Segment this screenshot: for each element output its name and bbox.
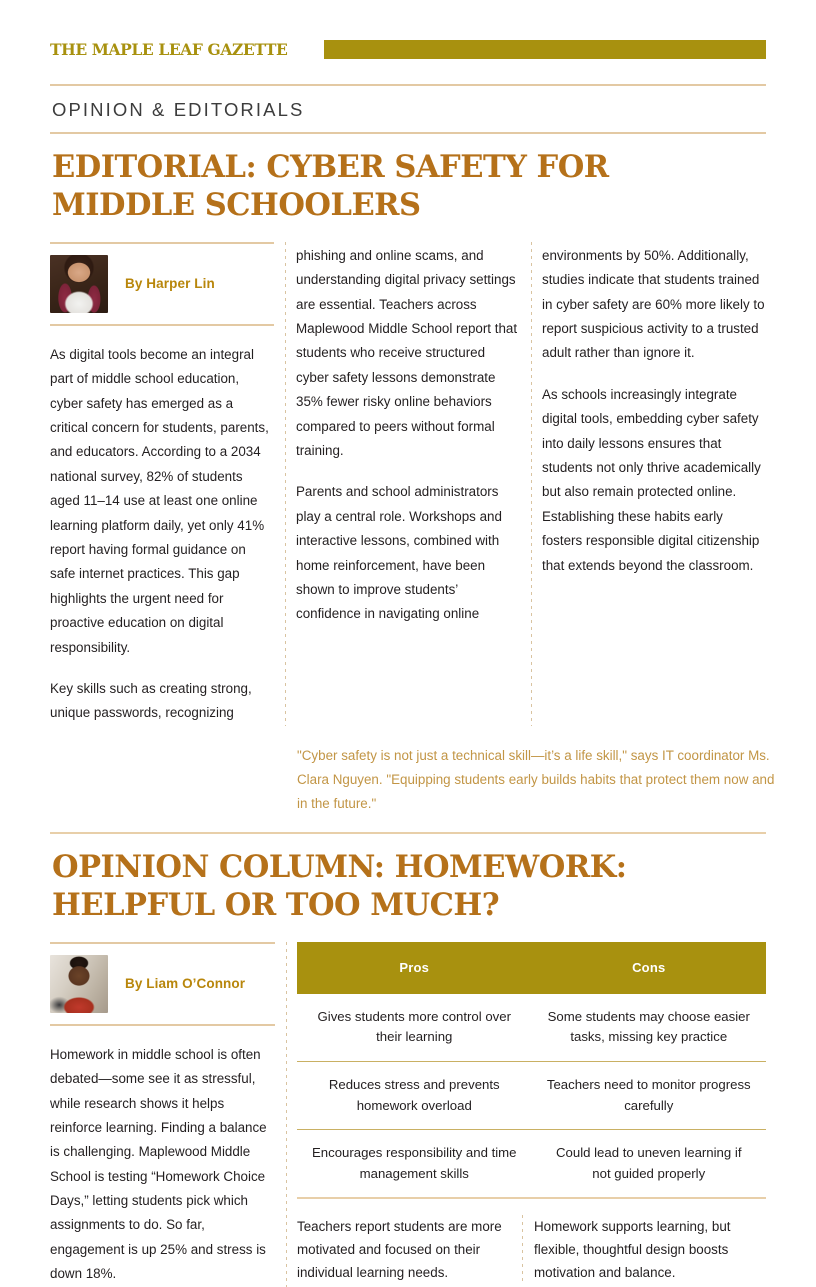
column-separator bbox=[274, 242, 296, 726]
article-2-intro-text bbox=[50, 1043, 275, 1287]
author-photo-harper-lin bbox=[50, 255, 108, 313]
byline-spacer bbox=[50, 326, 274, 343]
table-header-cons: Cons bbox=[532, 942, 767, 994]
table-cell-pro: Encourages responsibility and time management skills bbox=[297, 1130, 532, 1199]
pros-cons-table bbox=[297, 942, 766, 1200]
paragraph: Parents and school administrators play a central role. Workshops and interactive lessons, combined with home reinforcement, have been shown to improve students’ confidence in navigating online bbox=[296, 484, 502, 622]
table-header-pros: Pros bbox=[297, 942, 532, 994]
byline-liam bbox=[50, 942, 275, 1026]
paragraph: phishing and online scams, and understanding digital privacy settings are essential. Teachers across Maplewood Middle School report that students who receive structured cyber safety lessons demonstrate 35% fewer risky online behaviors compared to peers without formal training. bbox=[296, 247, 518, 458]
table-cell-pro: Reduces stress and prevents homework overload bbox=[297, 1061, 532, 1129]
paragraph: As schools increasingly integrate digital tools, embedding cyber safety into daily lessons ensures that students not only thrive academically but also remain protected online. Establishing these habits early fosters responsible digital citizenship that extends beyond the classroom. bbox=[542, 386, 761, 573]
table-cell-con: Could lead to uneven learning if not guided properly bbox=[532, 1130, 767, 1199]
table-header-row bbox=[297, 942, 766, 994]
byline-name: By Harper Lin bbox=[125, 276, 215, 292]
byline-harper bbox=[50, 242, 274, 326]
article-1-col-1-text bbox=[50, 343, 274, 726]
table-head bbox=[297, 942, 766, 994]
masthead-title: THE MAPLE LEAF GAZETTE bbox=[50, 39, 288, 59]
article-2-closing-notes bbox=[297, 1215, 766, 1284]
article-1-column-3 bbox=[542, 242, 766, 726]
note-column-left bbox=[297, 1215, 510, 1284]
article-1-col-2-text bbox=[296, 244, 520, 627]
article-1-headline: EDITORIAL: CYBER SAFETY FOR MIDDLE SCHOOLERS bbox=[52, 149, 609, 224]
note-left-text bbox=[297, 1215, 510, 1284]
paragraph: Homework supports learning, but flexible, thoughtful design boosts motivation and balance. bbox=[534, 1219, 731, 1281]
article-2-headline: OPINION COLUMN: HOMEWORK: HELPFUL OR TOO MUCH? bbox=[52, 848, 627, 924]
article-editorial bbox=[50, 134, 775, 817]
paragraph: Teachers report students are more motivated and focused on their individual learning needs. bbox=[297, 1219, 502, 1281]
section-label: OPINION & EDITORIALS bbox=[52, 99, 305, 120]
paragraph: Key skills such as creating strong, unique passwords, recognizing bbox=[50, 680, 252, 721]
article-1-column-1 bbox=[50, 242, 274, 726]
column-separator bbox=[520, 242, 542, 726]
masthead bbox=[50, 34, 766, 64]
byline-spacer bbox=[50, 1026, 275, 1043]
article-2-column-1 bbox=[50, 942, 275, 1287]
byline-content bbox=[50, 244, 274, 324]
article-1-columns bbox=[50, 242, 766, 726]
author-photo-liam-oconnor bbox=[50, 955, 108, 1013]
note-right-text bbox=[534, 1215, 747, 1284]
paragraph: As digital tools become an integral part of middle school education, cyber safety has emerged as a critical concern for students, parents, and educators. According to a 2034 national survey, 82% of students aged 11–14 use at least one online learning platform daily, yet only 41% report having formal guidance on safe internet practices. This gap highlights the urgent need for proactive education on digital responsibility. bbox=[50, 346, 269, 655]
paragraph: environments by 50%. Additionally, studies indicate that students trained in cyber safety are 60% more likely to report suspicious activity to a trusted adult rather than ignore it. bbox=[542, 247, 765, 361]
table-cell-con: Teachers need to monitor progress carefully bbox=[532, 1061, 767, 1129]
byline-content bbox=[50, 944, 275, 1024]
paragraph: Homework in middle school is often debated—some see it as stressful, while research shows it helps reinforce learning. Finding a balance is challenging. Maplewood Middle School is testing “Homework Choice Days,” letting students pick which assignments to do. So far, engagement is up 25% and stress is down 18%. bbox=[50, 1046, 267, 1282]
masthead-accent-bar bbox=[324, 40, 766, 59]
note-separator bbox=[510, 1215, 534, 1284]
note-column-right bbox=[534, 1215, 747, 1284]
article-1-col-3-text bbox=[542, 244, 766, 578]
table-cell-con: Some students may choose easier tasks, missing key practice bbox=[532, 994, 767, 1062]
article-2-columns bbox=[50, 942, 766, 1287]
byline-name: By Liam O’Connor bbox=[125, 976, 246, 992]
table-cell-pro: Gives students more control over their learning bbox=[297, 994, 532, 1062]
article-opinion-column bbox=[50, 832, 766, 1287]
column-separator bbox=[275, 942, 297, 1287]
table-row bbox=[297, 1130, 766, 1199]
article-1-column-2 bbox=[296, 242, 520, 726]
article-1-pullquote: "Cyber safety is not just a technical skill—it’s a life skill," says IT coordinator Ms. Clara Nguyen. "Equipping students early builds habits that protect them now and in the future." bbox=[297, 747, 775, 812]
table-body bbox=[297, 994, 766, 1199]
table-row bbox=[297, 1061, 766, 1129]
table-row bbox=[297, 994, 766, 1062]
article-2-column-2 bbox=[297, 942, 766, 1287]
